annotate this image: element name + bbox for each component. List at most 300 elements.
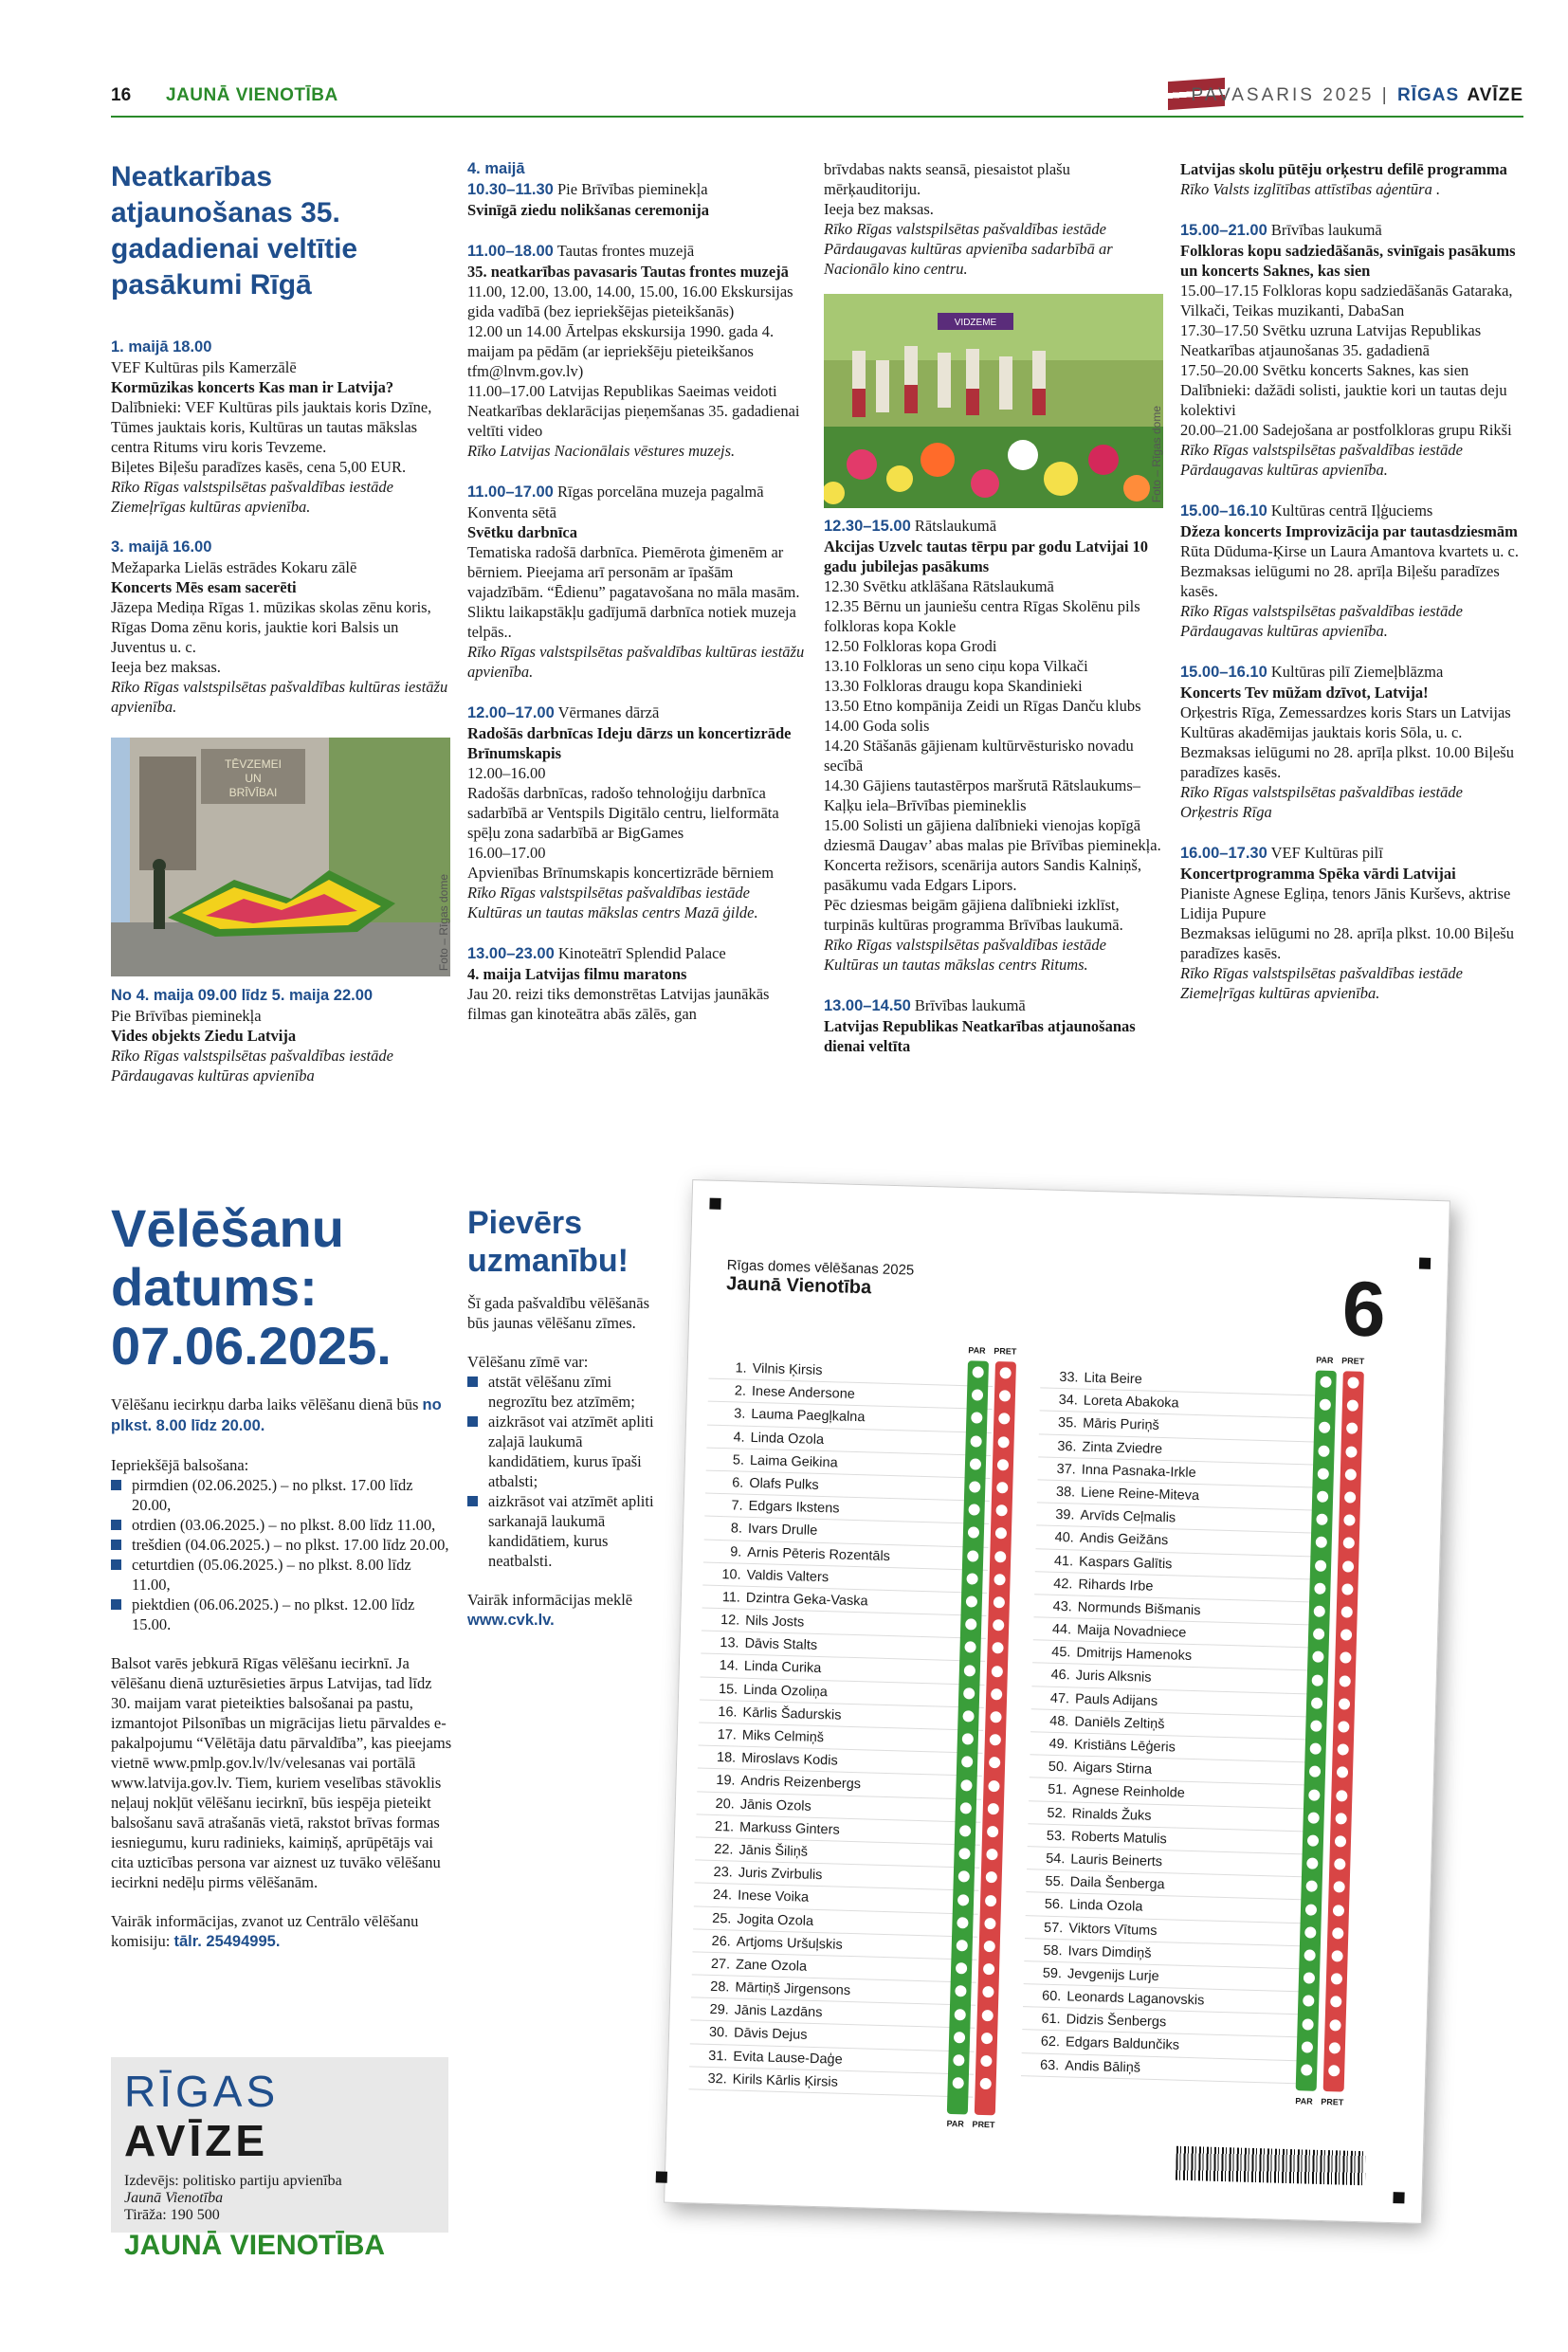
vote-circle-icon[interactable]: [980, 2078, 992, 2089]
vote-circle-icon[interactable]: [984, 1941, 995, 1952]
event-item: [111, 986, 450, 1085]
event-item: [1180, 220, 1520, 480]
candidate-number: 62.: [1040, 2034, 1061, 2051]
attention-box: [467, 1204, 666, 1631]
contact-text: Vairāk informācijas, zvanot uz Centrālo vēlēšanu komisiju: tālr. 25494995.: [111, 1912, 419, 1950]
event-item: [824, 516, 1163, 975]
candidate-name: Jānis Ozols: [739, 1796, 811, 1814]
vote-circle-icon[interactable]: [989, 1757, 1000, 1768]
vote-circle-icon[interactable]: [1338, 1721, 1349, 1732]
vote-circle-icon[interactable]: [1314, 1582, 1325, 1594]
vote-circle-icon[interactable]: [983, 1963, 994, 1975]
candidate-name: Nils Josts: [745, 1613, 805, 1631]
registration-mark: [656, 2171, 667, 2182]
event-text: Ieeja bez maksas.: [111, 658, 221, 676]
candidate-number: 63.: [1039, 2057, 1060, 2073]
vote-circle-icon[interactable]: [994, 1551, 1006, 1562]
event-time: 11.00–18.00: [467, 243, 554, 260]
candidate-number: 8.: [730, 1521, 743, 1537]
event-title: Svinīgā ziedu nolikšanas ceremonija: [467, 201, 710, 219]
vote-circle-icon[interactable]: [1347, 1400, 1358, 1412]
candidate-name: Zane Ozola: [735, 1957, 808, 1975]
event-item: [467, 482, 805, 682]
candidate-list-right: [1021, 1365, 1325, 2084]
candidate-number: 30.: [708, 2025, 729, 2041]
vote-circle-icon[interactable]: [1304, 1926, 1316, 1938]
hours-text: Vēlēšanu iecirkņu darba laiks vēlēšanu dienā būs no plkst. 8.00 līdz 20.00.: [111, 1395, 442, 1434]
svg-text:UN: UN: [245, 772, 262, 785]
vote-circle-icon[interactable]: [964, 1665, 975, 1676]
candidate-number: 26.: [711, 1933, 732, 1950]
event-text: 13.50 Etno kompānija Zeidi un Rīgas Danču klubs: [824, 697, 1141, 715]
vote-circle-icon[interactable]: [986, 1849, 997, 1860]
vote-circle-icon[interactable]: [990, 1711, 1001, 1723]
vote-circle-icon[interactable]: [1340, 1675, 1351, 1687]
event-title: Svētku darbnīca: [467, 523, 577, 541]
candidate-number: 46.: [1050, 1668, 1070, 1684]
vote-circle-icon[interactable]: [1318, 1445, 1329, 1456]
candidate-name: Edgars Baldunčiks: [1065, 2034, 1180, 2054]
event-text: Ieeja bez maksas.: [824, 200, 934, 218]
vote-circle-icon[interactable]: [1310, 1720, 1322, 1731]
event-organizer: Rīko Latvijas Nacionālais vēstures muzejs.: [467, 442, 736, 460]
candidate-number: 58.: [1043, 1942, 1063, 1959]
candidate-number: 2.: [734, 1383, 747, 1399]
column-1: [111, 159, 450, 1085]
candidate-number: 60.: [1041, 1988, 1062, 2005]
event-title: Koncerts Mēs esam sacerēti: [111, 578, 297, 596]
event-text: Dalībnieki: dažādi solisti, jauktie kori un tautas deju kolektivi: [1180, 381, 1507, 419]
candidate-number: 41.: [1053, 1553, 1074, 1569]
vote-circle-icon[interactable]: [1344, 1491, 1356, 1503]
candidate-name: Lita Beire: [1084, 1370, 1143, 1388]
event-text: 15.00–17.15 Folkloras kopu sadziedāšanās Gataraka, Vilkači, Teikas muzikanti, DabaSan: [1180, 282, 1513, 319]
vote-circle-icon[interactable]: [966, 1573, 977, 1584]
candidate-name: Kirils Kārlis Ķirsis: [732, 2071, 839, 2090]
vote-circle-icon[interactable]: [969, 1481, 980, 1492]
vote-circle-icon[interactable]: [971, 1413, 982, 1424]
vote-circle-icon[interactable]: [997, 1436, 1009, 1448]
event-organizer: Rīko Rīgas valstspilsētas pašvaldības iestāde Ziemeļrīgas kultūras apvienība.: [111, 478, 393, 516]
vote-circle-icon[interactable]: [994, 1596, 1005, 1608]
vote-circle-icon[interactable]: [999, 1390, 1011, 1401]
vote-circle-icon[interactable]: [964, 1642, 975, 1653]
event-text: 11.00–17.00 Latvijas Republikas Saeimas veidoti Neatkarības deklarācijas pieņemšanas 35. gadadienai veltīti video: [467, 382, 800, 440]
cvk-link[interactable]: www.cvk.lv.: [467, 1612, 555, 1629]
pret-label: PRET: [1341, 1356, 1365, 1366]
candidate-number: 43.: [1052, 1598, 1073, 1615]
candidate-number: 12.: [720, 1613, 740, 1629]
event-text: Pianiste Agnese Egliņa, tenors Jānis Kurševs, aktrise Lidija Pupure: [1180, 884, 1511, 922]
event-item: [824, 159, 1163, 279]
vote-circle-icon[interactable]: [962, 1710, 974, 1722]
event-text: Dalībnieki: VEF Kultūras pils jauktais koris Dzīne, Tūmes jauktais koris, Kultūras un tautas mākslas centra Ritums viru koris Tevzeme.: [111, 398, 432, 456]
vote-circle-icon[interactable]: [988, 1780, 999, 1792]
attention-item: aizkrāsot vai atzīmēt apliti sarkanajā laukumā kandidātiem, kurus neatbalsti.: [467, 1491, 666, 1571]
vote-circle-icon[interactable]: [1341, 1606, 1353, 1617]
event-list: [111, 337, 450, 717]
vote-circle-icon[interactable]: [1346, 1423, 1358, 1434]
column-2: [467, 159, 805, 1045]
attention-intro: Šī gada pašvaldību vēlēšanās būs jaunas vēlēšanu zīmes.: [467, 1294, 649, 1332]
vote-circle-icon[interactable]: [1316, 1537, 1327, 1548]
event-text: Sliktu laikapstākļu gadījumā darbnīca notiek muzeja telpās..: [467, 603, 796, 641]
candidate-number: 17.: [717, 1727, 738, 1743]
vote-circle-icon[interactable]: [962, 1733, 974, 1744]
event-item: [111, 538, 450, 717]
candidate-name: Lauris Beinerts: [1070, 1851, 1163, 1870]
event-text: Jāzepa Mediņa Rīgas 1. mūzikas skolas zēnu koris, Rīgas Doma zēnu koris, jauktie kori Balsis un Juventus u. c.: [111, 598, 431, 656]
vote-circle-icon[interactable]: [957, 1917, 968, 1928]
event-time: 3. maijā 16.00: [111, 538, 212, 556]
event-location: Mežaparka Lielās estrādes Kokaru zālē: [111, 558, 357, 576]
vote-circle-icon[interactable]: [1338, 1743, 1349, 1755]
registration-mark: [709, 1198, 720, 1210]
vote-circle-icon[interactable]: [1301, 2064, 1312, 2075]
vote-circle-icon[interactable]: [985, 1895, 996, 1906]
vote-circle-icon[interactable]: [1332, 1927, 1343, 1939]
vote-circle-icon[interactable]: [1304, 1949, 1315, 1960]
vote-circle-icon[interactable]: [958, 1871, 970, 1883]
par-label: PAR: [968, 1345, 986, 1356]
candidate-name: Arnis Pēteris Rozentāls: [747, 1544, 891, 1564]
vote-circle-icon[interactable]: [1307, 1834, 1319, 1846]
candidate-number: 57.: [1043, 1920, 1064, 1936]
candidate-name: Inese Voika: [737, 1887, 810, 1906]
early-vote-item: otrdien (03.06.2025.) – no plkst. 8.00 līdz 11.00,: [111, 1515, 452, 1535]
candidate-name: Markuss Ginters: [738, 1819, 840, 1838]
publisher-party: Jaunā Vienotība: [124, 2190, 224, 2206]
vote-circle-icon[interactable]: [981, 2033, 993, 2044]
candidate-number: 34.: [1058, 1393, 1079, 1409]
event-location: Tautas frontes muzejā: [556, 242, 695, 260]
event-text: 20.00–21.00 Sadejošana ar postfolkloras grupu Rikši: [1180, 421, 1512, 439]
candidate-name: Andris Reizenbergs: [740, 1774, 862, 1793]
vote-circle-icon[interactable]: [1317, 1491, 1328, 1503]
vote-circle-icon[interactable]: [1339, 1698, 1350, 1709]
vote-circle-icon[interactable]: [986, 1871, 997, 1883]
event-text: Jau 20. reizi tiks demonstrētas Latvijas jaunākās filmas gan kinoteātra abās zālēs, gan: [467, 985, 770, 1023]
monument-photo: [111, 738, 450, 976]
vote-circle-icon[interactable]: [1315, 1559, 1326, 1571]
event-organizer: Rīko Rīgas valstspilsētas pašvaldības iestāde Ziemeļrīgas kultūras apvienība.: [1180, 964, 1463, 1002]
vote-circle-icon[interactable]: [953, 2077, 964, 2088]
vote-circle-icon[interactable]: [1347, 1377, 1358, 1388]
vote-circle-icon[interactable]: [987, 1826, 998, 1837]
vote-circle-icon[interactable]: [960, 1779, 972, 1791]
vote-circle-icon[interactable]: [1302, 2041, 1313, 2052]
candidate-name: Vilnis Ķirsis: [752, 1360, 823, 1378]
event-text: 14.30 Gājiens tautastērpos maršrutā Rātslaukums–Kaļķu iela–Brīvības piemineklis: [824, 776, 1141, 814]
candidate-name: Dāvis Dejus: [733, 2026, 808, 2044]
candidate-name: Edgars Ikstens: [748, 1498, 840, 1517]
vote-circle-icon[interactable]: [1320, 1399, 1331, 1411]
vote-circle-icon[interactable]: [968, 1504, 979, 1516]
candidate-number: 7.: [731, 1498, 743, 1514]
vote-circle-icon[interactable]: [982, 1986, 994, 1997]
candidate-number: 15.: [718, 1681, 738, 1698]
vote-circle-icon[interactable]: [992, 1666, 1003, 1677]
vote-circle-icon[interactable]: [1319, 1422, 1330, 1433]
vote-circle-icon[interactable]: [955, 2009, 966, 2020]
candidate-name: Linda Ozoliņa: [742, 1682, 829, 1700]
event-text: Radošās darbnīcas, radošo tehnoloģiju darbnīca sadarbībā ar Ventspils Digitālo centru, lielformāta spēļu zona sadarbībā ar BigGames: [467, 784, 779, 842]
candidate-name: Linda Ozola: [1068, 1897, 1143, 1915]
candidate-number: 18.: [716, 1750, 737, 1766]
event-title: Koncerts Tev mūžam dzīvot, Latvija!: [1180, 684, 1429, 702]
column-4: [1180, 159, 1520, 1024]
vote-circle-icon[interactable]: [988, 1803, 999, 1814]
vote-circle-icon[interactable]: [959, 1825, 971, 1836]
candidate-name: Andis Bāliņš: [1065, 2058, 1141, 2076]
event-date: 4. maijā: [467, 160, 525, 177]
vote-circle-icon[interactable]: [966, 1595, 977, 1607]
vote-circle-icon[interactable]: [995, 1504, 1007, 1516]
vote-circle-icon[interactable]: [997, 1459, 1009, 1470]
vote-circle-icon[interactable]: [963, 1687, 975, 1699]
event-text: Biļetes Biļešu paradīzes kasēs, cena 5,00 EUR.: [111, 458, 407, 476]
candidate-number: 52.: [1047, 1805, 1067, 1821]
vote-circle-icon[interactable]: [994, 1574, 1005, 1585]
vote-circle-icon[interactable]: [956, 1962, 967, 1974]
early-vote-item: piektdien (06.06.2025.) – no plkst. 12.00 līdz 15.00.: [111, 1595, 452, 1634]
candidate-name: Arvīds Ceļmalis: [1080, 1507, 1176, 1526]
vote-circle-icon[interactable]: [957, 1894, 969, 1905]
candidate-name: Linda Ozola: [750, 1430, 825, 1448]
candidate-number: 21.: [714, 1818, 735, 1835]
vote-circle-icon[interactable]: [1345, 1446, 1357, 1457]
vote-circle-icon[interactable]: [1312, 1674, 1323, 1686]
vote-circle-icon[interactable]: [953, 2054, 964, 2066]
early-vote-item: ceturtdien (05.06.2025.) – no plkst. 8.00 līdz 11.00,: [111, 1555, 452, 1595]
vote-circle-icon[interactable]: [1333, 1882, 1344, 1893]
event-title: Radošās darbnīcas Ideju dārzs un koncertizrāde Brīnumskapis: [467, 724, 792, 762]
candidate-name: Loreta Abakoka: [1083, 1393, 1179, 1412]
attention-title: Pievērs uzmanību!: [467, 1205, 629, 1279]
vote-circle-icon[interactable]: [1341, 1583, 1353, 1595]
vote-circle-icon[interactable]: [992, 1642, 1003, 1653]
vote-circle-icon[interactable]: [972, 1390, 983, 1401]
vote-circle-icon[interactable]: [1331, 1973, 1342, 1984]
vote-circle-icon[interactable]: [970, 1458, 981, 1469]
vote-circle-icon[interactable]: [1345, 1468, 1357, 1480]
event-item: [467, 159, 805, 220]
early-vote-list: [111, 1475, 452, 1634]
candidate-number: 13.: [720, 1635, 739, 1651]
event-item: [467, 702, 805, 922]
vote-circle-icon[interactable]: [1340, 1652, 1351, 1664]
event-time-location: [467, 482, 805, 522]
vote-circle-icon[interactable]: [980, 2055, 992, 2067]
vote-circle-icon[interactable]: [991, 1688, 1002, 1700]
candidate-number: 1.: [735, 1360, 747, 1377]
event-item: [1180, 501, 1520, 641]
vote-circle-icon[interactable]: [1313, 1629, 1324, 1640]
event-text: 17.30–17.50 Svētku uzruna Latvijas Republikas Neatkarības atjaunošanas 35. gadadienā: [1180, 321, 1482, 359]
vote-circle-icon[interactable]: [1329, 2042, 1340, 2053]
candidate-number: 32.: [707, 2070, 727, 2088]
vote-circle-icon[interactable]: [1336, 1790, 1347, 1801]
vote-circle-icon[interactable]: [1333, 1905, 1344, 1916]
candidate-number: 6.: [731, 1475, 744, 1491]
event-location: Rātslaukumā: [914, 517, 997, 535]
event-text: 12.30 Svētku atklāšana Rātslaukumā: [824, 577, 1054, 595]
vote-circle-icon[interactable]: [954, 2032, 965, 2043]
attention-list-title: Vēlēšanu zīmē var:: [467, 1353, 589, 1371]
event-organizer: Rīko Rīgas valstspilsētas pašvaldības kultūras iestāžu apvienība.: [111, 678, 448, 716]
event-item: [111, 337, 450, 517]
candidate-name: Artjoms Uršuļskis: [736, 1934, 843, 1953]
list-number: 6: [1340, 1266, 1387, 1354]
vote-circle-icon[interactable]: [999, 1367, 1011, 1378]
vote-circle-icon[interactable]: [1337, 1767, 1348, 1778]
vote-circle-icon[interactable]: [973, 1366, 984, 1377]
vote-circle-icon[interactable]: [1329, 2019, 1340, 2031]
event-location: Kinoteātrī Splendid Palace: [557, 944, 726, 962]
candidate-number: 25.: [712, 1910, 732, 1926]
barcode: [1176, 2146, 1366, 2186]
vote-circle-icon[interactable]: [1302, 2018, 1313, 2030]
candidate-name: Didzis Šenbergs: [1066, 2012, 1167, 2031]
vote-circle-icon[interactable]: [1331, 1950, 1342, 1961]
event-time-location: [467, 943, 805, 964]
vote-circle-icon[interactable]: [1314, 1606, 1325, 1617]
candidate-number: 20.: [715, 1796, 736, 1813]
vote-circle-icon[interactable]: [1303, 1996, 1314, 2007]
vote-circle-icon[interactable]: [1308, 1812, 1320, 1823]
vote-circle-icon[interactable]: [984, 1918, 995, 1929]
vote-circle-icon[interactable]: [1336, 1813, 1347, 1824]
vote-circle-icon[interactable]: [1305, 1904, 1317, 1915]
vote-circle-icon[interactable]: [961, 1757, 973, 1768]
vote-circle-icon[interactable]: [993, 1619, 1004, 1631]
event-text: 16.00–17.00: [467, 844, 546, 862]
vote-circle-icon[interactable]: [1308, 1789, 1320, 1800]
vote-circle-icon[interactable]: [1330, 1996, 1341, 2008]
vote-circle-icon[interactable]: [1304, 1973, 1315, 1984]
event-location: VEF Kultūras pils Kamerzālē: [111, 358, 297, 376]
event-location: Pie Brīvības pieminekļa: [111, 1007, 262, 1025]
vote-circle-icon[interactable]: [996, 1482, 1008, 1493]
event-time: 11.00–17.00: [467, 483, 554, 501]
event-location: Kultūras pilī Ziemeļblāzma: [1270, 663, 1444, 681]
candidate-name: Juris Zvirbulis: [738, 1865, 823, 1884]
candidate-name: Andis Geižāns: [1079, 1530, 1169, 1549]
candidate-number: 45.: [1051, 1645, 1071, 1661]
vote-circle-icon[interactable]: [1311, 1697, 1322, 1708]
vote-circle-icon[interactable]: [995, 1528, 1007, 1540]
candidate-name: Kristiāns Lēģeris: [1073, 1737, 1176, 1756]
candidate-number: 39.: [1055, 1507, 1075, 1523]
pret-label: PRET: [994, 1345, 1017, 1357]
vote-circle-icon[interactable]: [965, 1618, 976, 1630]
vote-circle-icon[interactable]: [1335, 1835, 1346, 1847]
attention-item: atstāt vēlēšanu zīmi negrozītu bez atzīmēm;: [467, 1372, 666, 1412]
event-time: 1. maijā 18.00: [111, 338, 212, 356]
vote-circle-icon[interactable]: [1320, 1377, 1331, 1388]
vote-circle-icon[interactable]: [1343, 1515, 1355, 1526]
event-title: Akcijas Uzvelc tautas tērpu par godu Latvijai 10 gadu jubilejas pasākums: [824, 538, 1149, 575]
vote-circle-icon[interactable]: [1316, 1514, 1327, 1525]
candidate-number: 47.: [1049, 1690, 1070, 1706]
candidate-number: 37.: [1056, 1461, 1077, 1478]
event-time-location: [1180, 501, 1520, 521]
event-time: 13.00–14.50: [824, 997, 911, 1014]
event-title: 4. maija Latvijas filmu maratons: [467, 965, 687, 983]
candidate-number: 55.: [1045, 1873, 1065, 1890]
event-location: Rīgas porcelāna muzeja pagalmā Konventa sētā: [467, 483, 764, 521]
candidate-number: 10.: [721, 1566, 741, 1583]
column-3: [824, 159, 1163, 1056]
article-title: Neatkarības atjaunošanas 35. gadadienai veltītie pasākumi Rīgā: [111, 161, 358, 301]
vote-circle-icon[interactable]: [1309, 1766, 1321, 1778]
event-organizer: Rīko Rīgas valstspilsētas pašvaldības iestāde Kultūras un tautas mākslas centrs Ritums.: [824, 936, 1106, 974]
vote-circle-icon[interactable]: [1342, 1560, 1354, 1572]
vote-circle-icon[interactable]: [982, 2010, 994, 2021]
event-text: Rūta Dūduma-Ķirse un Laura Amantova kvartets u. c.: [1180, 542, 1519, 560]
candidate-number: 16.: [718, 1704, 738, 1721]
candidate-number: 56.: [1044, 1897, 1065, 1913]
vote-circle-icon[interactable]: [960, 1802, 972, 1814]
freedom-monument-image: [111, 738, 450, 976]
vote-circle-icon[interactable]: [968, 1527, 979, 1539]
event-time: 15.00–16.10: [1180, 664, 1267, 681]
vote-circle-icon[interactable]: [958, 1848, 970, 1859]
event-location: Vērmanes dārzā: [557, 703, 660, 721]
vote-circle-icon[interactable]: [1306, 1858, 1318, 1869]
candidate-name: Dzintra Geka-Vaska: [745, 1590, 868, 1610]
vote-circle-icon[interactable]: [955, 1986, 966, 1997]
vote-circle-icon[interactable]: [967, 1550, 978, 1561]
candidate-number: 3.: [734, 1406, 746, 1423]
vote-circle-icon[interactable]: [1310, 1743, 1322, 1755]
candidate-number: 40.: [1054, 1530, 1075, 1546]
vote-circle-icon[interactable]: [990, 1734, 1001, 1745]
candidate-name: Juris Alksnis: [1075, 1668, 1152, 1687]
event-text: Tematiska radošā darbnīca. Piemērota ģimenēm ar bērniem. Pieejama arī personām ar īpašām vajadzībām. “Ēdienu” pagatavošana no māla masām.: [467, 543, 800, 601]
event-text: 15.00 Solisti un gājiena dalībnieki vienojas kopīgā dziesmā Daugav’ abas malas pie Brīvības pieminekļa.: [824, 816, 1161, 854]
election-title: Vēlēšanu datums: 07.06.2025.: [111, 1198, 392, 1376]
ballot-sample: [664, 1179, 1450, 2224]
vote-circle-icon[interactable]: [1312, 1651, 1323, 1663]
vote-circle-icon[interactable]: [1328, 2065, 1340, 2076]
candidate-name: Jevgenijs Lurje: [1067, 1966, 1159, 1984]
vote-circle-icon[interactable]: [957, 1940, 968, 1951]
attention-list: [467, 1372, 666, 1571]
vote-circle-icon[interactable]: [1318, 1468, 1329, 1479]
event-text: Apvienības Brīnumskapis koncertizrāde bērniem: [467, 864, 775, 882]
candidate-name: Linda Curika: [743, 1659, 822, 1677]
candidate-name: Jānis Lazdāns: [734, 2002, 823, 2021]
candidate-name: Zinta Zviedre: [1082, 1439, 1163, 1457]
event-title: Folkloras kopu sadziedāšanās, svinīgais pasākums un koncerts Saknes, kas sien: [1180, 242, 1516, 280]
section-name: JAUNĀ VIENOTĪBA: [166, 85, 338, 105]
vote-circle-icon[interactable]: [1305, 1881, 1317, 1892]
event-time: 12.30–15.00: [824, 518, 911, 535]
event-title: Vides objekts Ziedu Latvija: [111, 1027, 297, 1045]
event-organizer: Rīko Rīgas valstspilsētas pašvaldības iestāde Pārdaugavas kultūras apvienība.: [1180, 441, 1463, 479]
event-location: Brīvības laukumā: [1270, 221, 1382, 239]
par-label: PAR: [1295, 2096, 1313, 2106]
vote-circle-icon[interactable]: [970, 1435, 981, 1447]
vote-circle-icon[interactable]: [1334, 1858, 1345, 1869]
event-item: [467, 241, 805, 461]
vote-circle-icon[interactable]: [1340, 1630, 1352, 1641]
event-text: Bezmaksas ielūgumi no 28. aprīļa plkst. 10.00 Biļešu paradīzes kasēs.: [1180, 924, 1514, 962]
vote-circle-icon[interactable]: [1343, 1538, 1355, 1549]
event-organizer: Rīko Rīgas valstspilsētas pašvaldības iestāde Pārdaugavas kultūras apvienība sadarbībā ar Nacionālo kino centru.: [824, 220, 1113, 278]
vote-circle-icon[interactable]: [998, 1413, 1010, 1425]
